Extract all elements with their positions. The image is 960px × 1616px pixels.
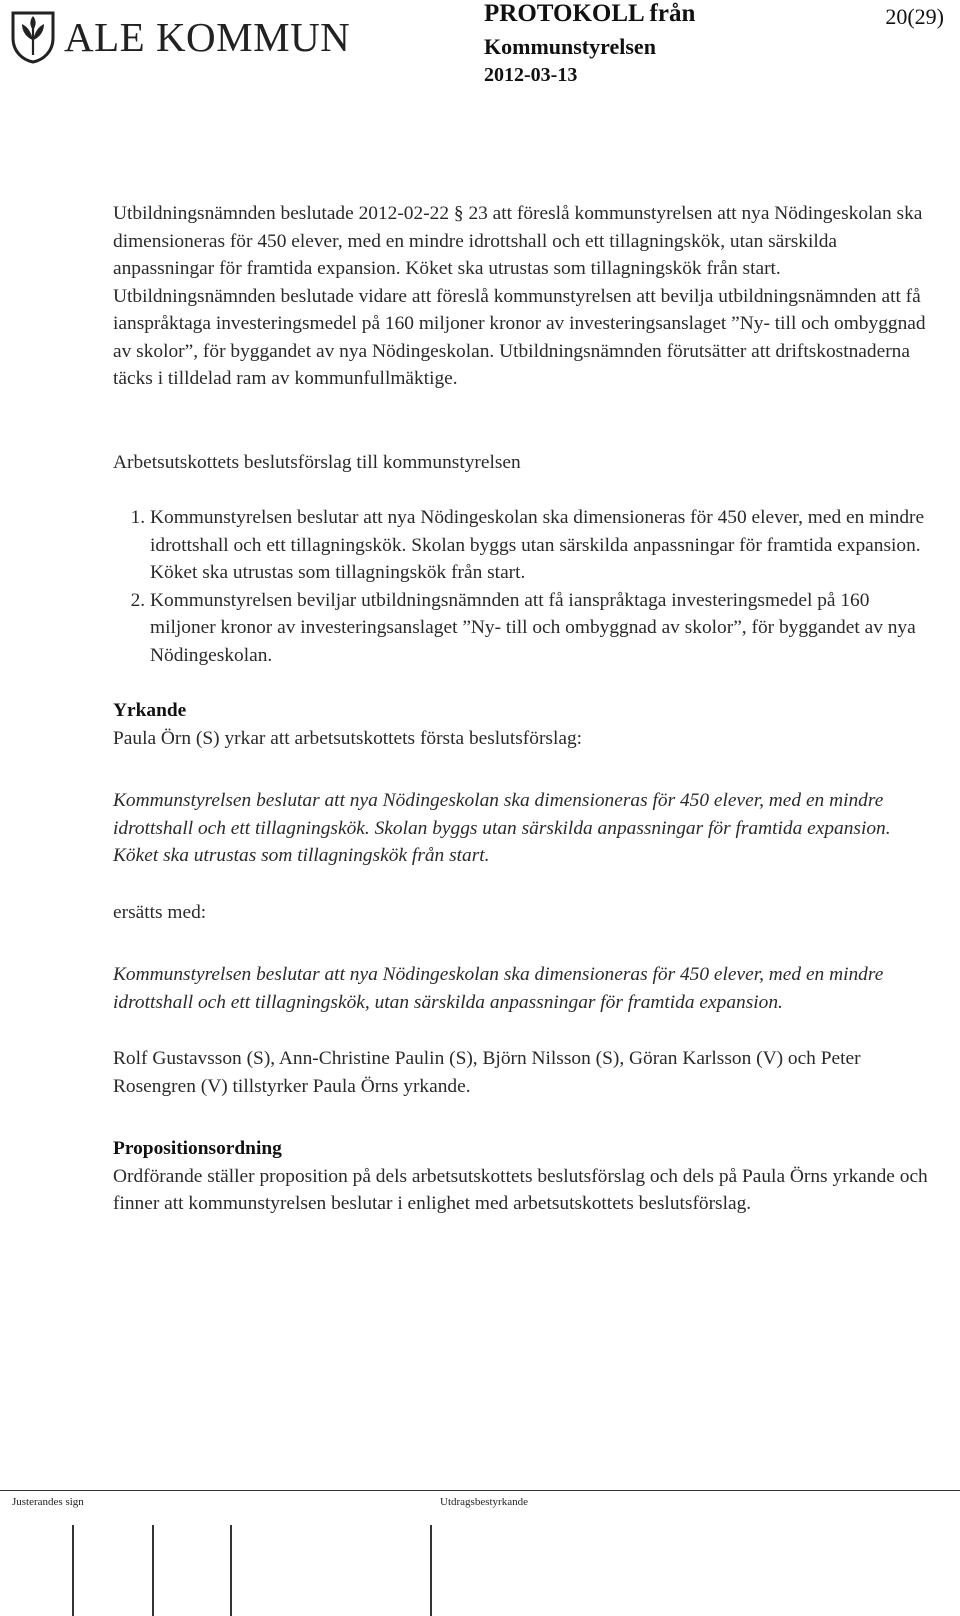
quoted-proposal-amended: Kommunstyrelsen beslutar att nya Nödingeskolan ska dimensioneras för 450 elever, med en mindre idrottshall och ett tillagningskök, utan särskilda anpassningar för framtida expansion. [113, 964, 884, 1013]
quoted-proposal-original: Kommunstyrelsen beslutar att nya Nödingeskolan ska dimensioneras för 450 elever, med en mindre idrottshall och ett tillagningskök. Skolan byggs utan särskilda anpassningar för framtida expansion. Köket ska utrustas som tillagningskök från start. [113, 790, 891, 866]
background-paragraph: Utbildningsnämnden beslutade 2012-02-22 § 23 att föreslå kommunstyrelsen att nya Nödingeskolan ska dimensioneras för 450 elever, med en mindre idrottshall och ett tillagningskök, utan särskilda anpassningar för framtida expansion. Köket ska utrustas som tillagningskök från start. Utbildningsnämnden beslutade vidare att föreslå kommunstyrelsen att bevilja utbildningsnämnden att få ianspråktaga investeringsmedel på 160 miljoner kronor av investeringsanslaget ”Ny- till och ombyggnad av skolor”, för byggandet av nya Nödingeskolan. Utbildningsnämnden förutsätter att driftskostnaderna täcks i tilldelad ram av kommunfullmäktige. [113, 203, 926, 389]
document-body [113, 200, 933, 1218]
yrkande-heading: Yrkande [113, 700, 187, 721]
decision-item: 1. Kommunstyrelsen beslutar att nya Nödingeskolan ska dimensioneras för 450 elever, med en mindre idrottshall och ett tillagningskök. Skolan byggs utan särskilda anpassningar för framtida expansion. Köket ska utrustas som tillagningskök från start. [150, 504, 933, 587]
yrkande-text: Paula Örn (S) yrkar att arbetsutskottets första beslutsförslag: [113, 727, 583, 749]
footer-divider [0, 1490, 960, 1491]
municipality-logo [10, 10, 350, 64]
signature-box-divider [230, 1525, 232, 1616]
tree-shield-icon [10, 10, 56, 64]
replaced-with-label: ersätts med: [113, 901, 207, 923]
signature-label: Justerandes sign [12, 1496, 84, 1508]
signature-box-divider [430, 1525, 432, 1616]
meeting-date: 2012-03-13 [484, 64, 578, 86]
section-heading: Arbetsutskottets beslutsförslag till kommunstyrelsen [113, 451, 521, 473]
logo-text: ALE KOMMUN [64, 14, 351, 60]
protocol-title: PROTOKOLL från [484, 0, 696, 27]
extract-certification-label: Utdragsbestyrkande [440, 1496, 528, 1508]
proposition-text: Ordförande ställer proposition på dels arbetsutskottets beslutsförslag och dels på Paula Örns yrkande och finner att kommunstyrelsen beslutar i enlighet med arbetsutskottets beslutsförslag. [113, 1165, 928, 1214]
support-paragraph: Rolf Gustavsson (S), Ann-Christine Paulin (S), Björn Nilsson (S), Göran Karlsson (V) och Peter Rosengren (V) tillstyrker Paula Örns yrkande. [113, 1048, 861, 1097]
page-number: 20(29) [885, 4, 944, 29]
signature-box-divider [72, 1525, 74, 1616]
proposition-heading: Propositionsordning [113, 1138, 282, 1159]
decision-item: 2. Kommunstyrelsen beviljar utbildningsnämnden att få ianspråktaga investeringsmedel på 160 miljoner kronor av investeringsanslaget ”Ny- till och ombyggnad av skolor”, för byggandet av nya Nödingeskolan. [150, 587, 933, 670]
committee-name: Kommunstyrelsen [484, 34, 656, 59]
signature-box-divider [152, 1525, 154, 1616]
decision-list [113, 504, 933, 669]
